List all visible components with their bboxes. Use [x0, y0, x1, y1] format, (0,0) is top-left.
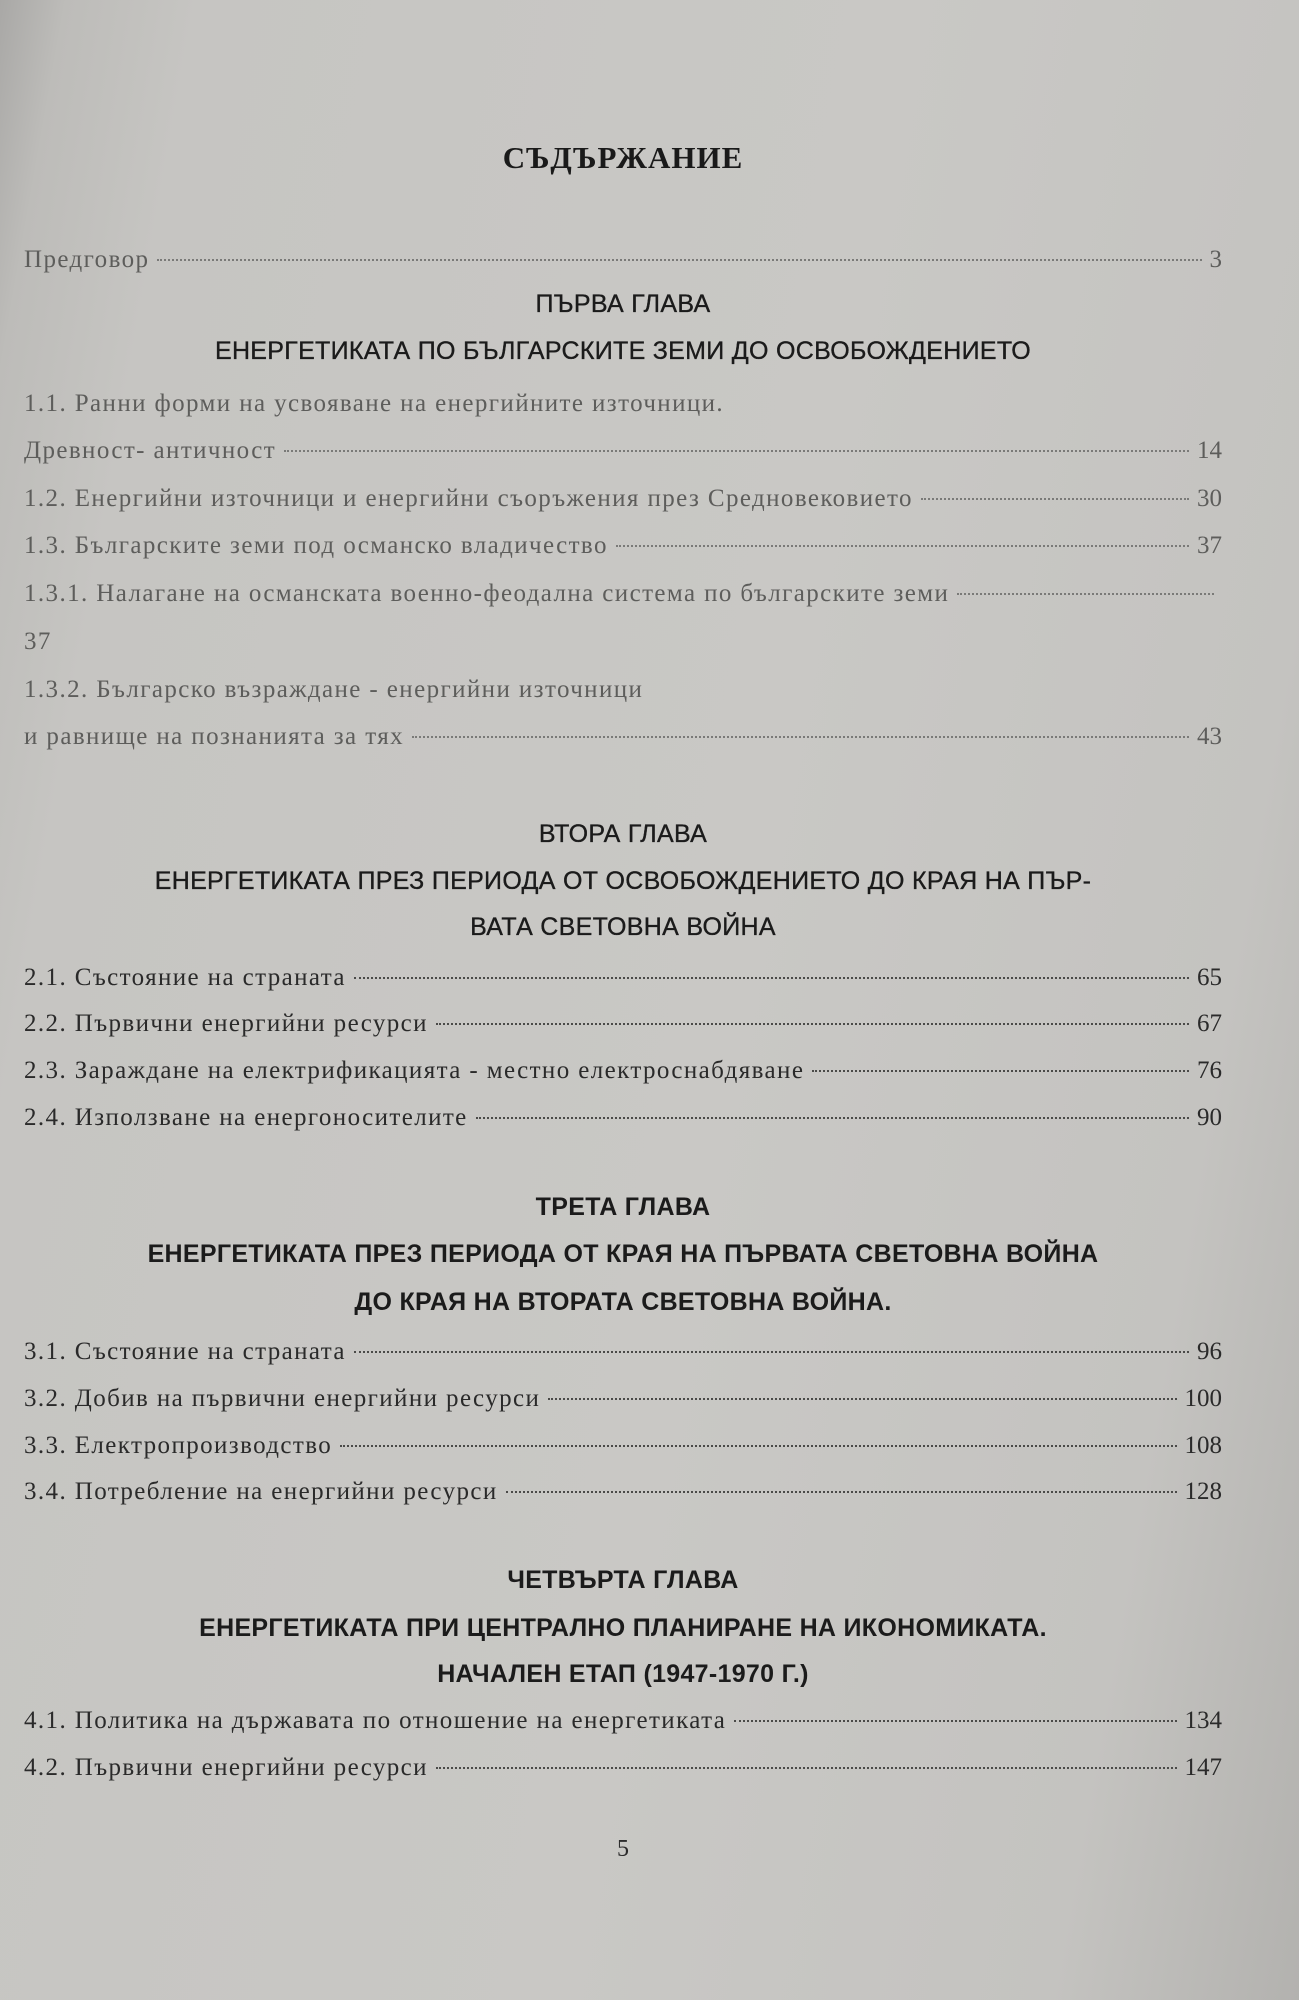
toc-entry — [24, 1104, 1222, 1132]
toc-entry-page: 30 — [1197, 485, 1222, 512]
toc-entry-label: 4.2. Първични енергийни ресурси — [24, 1754, 428, 1781]
dot-leader — [616, 545, 1189, 547]
chapter-1-heading: ПЪРВА ГЛАВА — [535, 290, 711, 318]
toc-entry-label: 1.2. Енергийни източници и енергийни съоръжения през Средновековието — [24, 485, 913, 512]
toc-entry-page: 147 — [1184, 1754, 1222, 1781]
toc-entry-label: 37 — [24, 628, 52, 655]
toc-entry-page: 3 — [1209, 246, 1222, 273]
toc-entry-page: 43 — [1197, 723, 1222, 750]
toc-entry — [24, 437, 1222, 465]
toc-entry-page: 65 — [1197, 964, 1222, 991]
toc-entry — [24, 676, 1222, 704]
toc-entry — [24, 390, 1222, 418]
chapter-2-title-line-2: ВАТА СВЕТОВНА ВОЙНА — [470, 913, 776, 941]
chapter-4-title-line-1: ЕНЕРГЕТИКАТА ПРИ ЦЕНТРАЛНО ПЛАНИРАНЕ НА ИКОНОМИКАТА. — [199, 1614, 1047, 1642]
dot-leader — [354, 1351, 1189, 1353]
toc-entry-page: 134 — [1184, 1707, 1222, 1734]
toc-entry — [24, 1057, 1222, 1085]
toc-entry-label: и равнище на познанията за тях — [24, 723, 404, 750]
toc-entry — [24, 628, 1222, 656]
chapter-3-title-line-1: ЕНЕРГЕТИКАТА ПРЕЗ ПЕРИОДА ОТ КРАЯ НА ПЪРВАТА СВЕТОВНА ВОЙНА — [147, 1240, 1099, 1268]
dot-leader — [436, 1023, 1189, 1025]
toc-entry-page: 67 — [1197, 1010, 1222, 1037]
dot-leader — [548, 1398, 1176, 1400]
toc-entry-label: 1.3. Българските земи под османско владичество — [24, 532, 608, 559]
toc-entry — [24, 1338, 1222, 1366]
toc-entry — [24, 723, 1222, 751]
toc-entry — [24, 1707, 1222, 1735]
dot-leader — [157, 259, 1201, 261]
toc-entry-label: Предговор — [24, 246, 150, 273]
toc-entry — [24, 1010, 1222, 1038]
toc-entry — [24, 580, 1222, 608]
dot-leader — [957, 593, 1214, 595]
chapter-1-title: ЕНЕРГЕТИКАТА ПО БЪЛГАРСКИТЕ ЗЕМИ ДО ОСВОБОЖДЕНИЕТО — [214, 337, 1032, 365]
dot-leader — [284, 450, 1189, 452]
dot-leader — [921, 498, 1189, 500]
page-number: 5 — [617, 1836, 629, 1862]
toc-entry-label: 1.1. Ранни форми на усвояване на енергийните източници. — [24, 390, 725, 417]
toc-entry-page: 128 — [1184, 1478, 1222, 1505]
dot-leader — [412, 736, 1189, 738]
toc-entry — [24, 485, 1222, 513]
dot-leader — [812, 1070, 1189, 1072]
toc-entry-page: 96 — [1197, 1338, 1222, 1365]
toc-entry — [24, 1385, 1222, 1413]
toc-entry-label: 3.1. Състояние на страната — [24, 1338, 346, 1365]
dot-leader — [354, 977, 1189, 979]
toc-entry-label: 2.1. Състояние на страната — [24, 964, 346, 991]
toc-entry-preface — [24, 246, 1222, 274]
toc-entry-page: 108 — [1184, 1432, 1222, 1459]
toc-entry — [24, 532, 1222, 560]
toc-entry-label: 2.3. Зараждане на електрификацията - местно електроснабдяване — [24, 1057, 805, 1084]
dot-leader — [340, 1445, 1176, 1447]
toc-entry-page: 14 — [1197, 437, 1222, 464]
toc-entry-label: Древност- античност — [24, 437, 277, 464]
toc-entry-label: 3.4. Потребление на енергийни ресурси — [24, 1478, 498, 1505]
chapter-3-heading: ТРЕТА ГЛАВА — [535, 1193, 711, 1221]
chapter-4-title-line-2: НАЧАЛЕН ЕТАП (1947-1970 Г.) — [437, 1660, 809, 1688]
toc-entry-label: 2.2. Първични енергийни ресурси — [24, 1010, 428, 1037]
chapter-2-title-line-1: ЕНЕРГЕТИКАТА ПРЕЗ ПЕРИОДА ОТ ОСВОБОЖДЕНИЕТО ДО КРАЯ НА ПЪР- — [154, 867, 1092, 895]
toc-entry-label: 1.3.1. Налагане на османската военно-феодална система по българските земи — [24, 580, 950, 607]
toc-entry-label: 2.4. Използване на енергоносителите — [24, 1104, 468, 1131]
toc-entry — [24, 964, 1222, 992]
toc-entry-page: 100 — [1184, 1385, 1222, 1412]
toc-entry — [24, 1432, 1222, 1460]
dot-leader — [734, 1720, 1176, 1722]
toc-entry — [24, 1478, 1222, 1506]
toc-entry-page: 90 — [1197, 1104, 1222, 1131]
toc-entry-label: 3.2. Добив на първични енергийни ресурси — [24, 1385, 541, 1412]
dot-leader — [506, 1491, 1177, 1493]
chapter-4-heading: ЧЕТВЪРТА ГЛАВА — [507, 1566, 739, 1594]
toc-entry-page: 76 — [1197, 1057, 1222, 1084]
toc-entry-label: 4.1. Политика на държавата по отношение на енергетиката — [24, 1707, 727, 1734]
chapter-2-heading: ВТОРА ГЛАВА — [538, 820, 708, 848]
chapter-3-title-line-2: ДО КРАЯ НА ВТОРАТА СВЕТОВНА ВОЙНА. — [354, 1288, 892, 1316]
toc-entry-label: 1.3.2. Българско възраждане - енергийни източници — [24, 676, 644, 703]
toc-entry-page: 37 — [1197, 532, 1222, 559]
toc-entry — [24, 1754, 1222, 1782]
dot-leader — [436, 1767, 1177, 1769]
toc-entry-label: 3.3. Електропроизводство — [24, 1432, 333, 1459]
page-title: СЪДЪРЖАНИЕ — [502, 140, 744, 175]
dot-leader — [476, 1117, 1189, 1119]
